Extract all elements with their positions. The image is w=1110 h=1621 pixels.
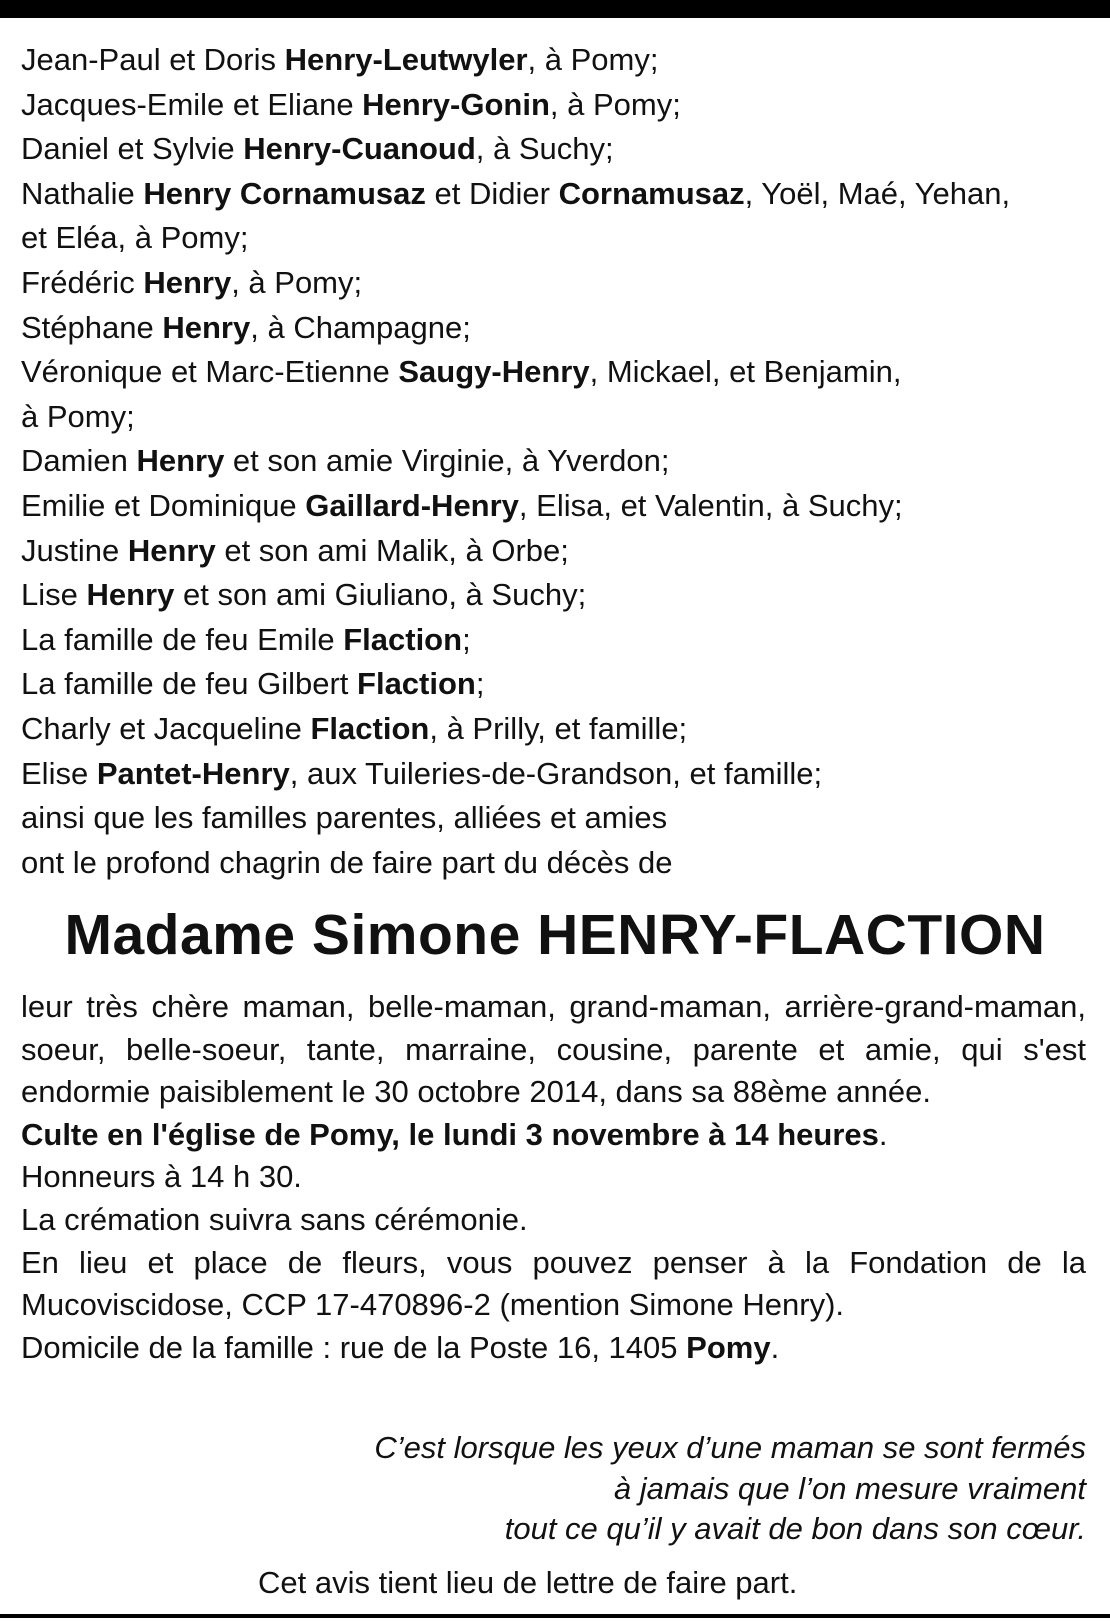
- family-text: Frédéric: [21, 264, 144, 300]
- family-text: et Didier: [425, 175, 559, 211]
- family-line: [21, 306, 1091, 351]
- poem-line: C’est lorsque les yeux d’une maman se sont fermés: [374, 1430, 1086, 1465]
- family-line: [21, 841, 1091, 886]
- family-line: [21, 350, 1091, 395]
- family-line: [21, 439, 1091, 484]
- family-surname: Gaillard-Henry: [305, 487, 519, 523]
- service-details: Culte en l'église de Pomy, le lundi 3 novembre à 14 heures: [21, 1116, 879, 1152]
- family-surname: Flaction: [357, 666, 476, 702]
- cremation-line: La crémation suivra sans cérémonie.: [21, 1201, 528, 1237]
- family-text: ;: [462, 621, 471, 657]
- domicile-town: Pomy: [686, 1329, 771, 1365]
- family-line: [21, 662, 1091, 707]
- bottom-rule: [0, 1614, 1110, 1618]
- notice-body: [21, 986, 1086, 1369]
- family-text: Nathalie: [21, 175, 144, 211]
- family-text: La famille de feu Gilbert: [21, 666, 358, 702]
- deceased-name: Madame Simone HENRY-FLACTION: [64, 903, 1046, 967]
- family-surname: Pantet-Henry: [96, 755, 290, 791]
- family-text: à Pomy;: [21, 398, 135, 434]
- family-text: , aux Tuileries-de-Grandson, et famille;: [289, 755, 823, 791]
- family-text: Justine: [21, 532, 128, 568]
- family-text: , à Champagne;: [250, 309, 471, 345]
- family-line: [21, 172, 1091, 217]
- family-text: Jacques-Emile et Eliane: [21, 86, 363, 122]
- family-text: Damien: [21, 443, 137, 479]
- family-surname: Flaction: [310, 710, 430, 746]
- domicile-line: [21, 1327, 1086, 1370]
- family-text: , à Suchy;: [475, 131, 614, 167]
- family-text: et son ami Malik, à Orbe;: [215, 532, 569, 568]
- family-text: et son ami Giuliano, à Suchy;: [174, 577, 587, 613]
- family-line: [21, 127, 1091, 172]
- family-text: Véronique et Marc-Etienne: [21, 354, 399, 390]
- domicile-tail: .: [770, 1329, 780, 1365]
- family-line: [21, 38, 1091, 83]
- family-text: Elise: [21, 755, 97, 791]
- family-text: ;: [475, 666, 485, 702]
- family-text: ont le profond chagrin de faire part du décès de: [21, 844, 673, 880]
- family-text: Jean-Paul et Doris: [21, 42, 285, 77]
- poem-line: à jamais que l’on mesure vraiment: [613, 1470, 1086, 1506]
- family-surname: Henry: [86, 577, 175, 613]
- family-line: [21, 395, 1091, 440]
- family-line: [21, 529, 1091, 574]
- family-surname: Saugy-Henry: [398, 354, 590, 390]
- family-line: [21, 618, 1091, 663]
- family-line: [21, 752, 1091, 797]
- family-surname: Henry-Cuanoud: [243, 131, 476, 167]
- family-surname: Flaction: [343, 621, 463, 657]
- family-line: [21, 261, 1091, 306]
- family-text: Daniel et Sylvie: [21, 131, 244, 167]
- family-text: , à Prilly, et famille;: [429, 710, 688, 746]
- family-line: [21, 216, 1091, 261]
- top-rule: [0, 0, 1110, 18]
- tribute-paragraph: leur très chère maman, belle-maman, grand-maman, arrière-grand-maman, soeur, belle-soeur, tante, marraine, cousine, parente et amie, qui s'est endormie paisiblement le 30 octobre 2014, dans sa 88ème année.: [21, 989, 1086, 1110]
- family-line: [21, 83, 1091, 128]
- family-text: , à Pomy;: [549, 86, 681, 122]
- family-text: , à Pomy;: [231, 264, 363, 300]
- family-surname: Henry: [127, 532, 216, 568]
- honneurs-line: Honneurs à 14 h 30.: [21, 1159, 302, 1195]
- family-text: ainsi que les familles parentes, alliées et amies: [21, 800, 668, 836]
- service-tail: .: [878, 1116, 888, 1152]
- family-text: et Eléa, à Pomy;: [21, 220, 249, 256]
- family-list: [21, 38, 1091, 885]
- family-surname: Henry: [136, 443, 225, 479]
- family-line: [21, 573, 1091, 618]
- family-text: , Mickael, et Benjamin,: [589, 354, 902, 390]
- family-text: , Yoël, Maé, Yehan,: [744, 175, 1011, 211]
- family-line: [21, 484, 1091, 529]
- family-surname: Henry: [143, 264, 232, 300]
- family-text: La famille de feu Emile: [21, 621, 344, 657]
- closing-note: Cet avis tient lieu de lettre de faire part.: [258, 1565, 798, 1600]
- family-text: Stéphane: [21, 309, 163, 345]
- family-surname: Henry-Leutwyler: [284, 42, 528, 77]
- family-line: [21, 796, 1091, 841]
- donation-paragraph: En lieu et place de fleurs, vous pouvez penser à la Fondation de la Mucoviscidose, CCP 17-470896-2 (mention Simone Henry).: [21, 1244, 1086, 1323]
- family-text: et son amie Virginie, à Yverdon;: [224, 443, 670, 479]
- family-surname: Henry Cornamusaz: [143, 175, 426, 211]
- domicile-text: Domicile de la famille : rue de la Poste 16, 1405: [21, 1329, 687, 1365]
- family-text: , à Pomy;: [527, 42, 659, 77]
- poem-line: tout ce qu’il y avait de bon dans son cœur.: [504, 1511, 1086, 1546]
- family-text: Charly et Jacqueline: [21, 710, 311, 746]
- family-text: Emilie et Dominique: [21, 487, 306, 523]
- family-text: Lise: [21, 577, 87, 613]
- family-surname: Henry-Gonin: [362, 86, 550, 122]
- family-surname: Cornamusaz: [558, 175, 745, 211]
- family-text: , Elisa, et Valentin, à Suchy;: [518, 487, 903, 523]
- family-surname: Henry: [162, 309, 251, 345]
- poem: [186, 1428, 1086, 1550]
- service-line: [21, 1114, 1086, 1157]
- family-line: [21, 707, 1091, 752]
